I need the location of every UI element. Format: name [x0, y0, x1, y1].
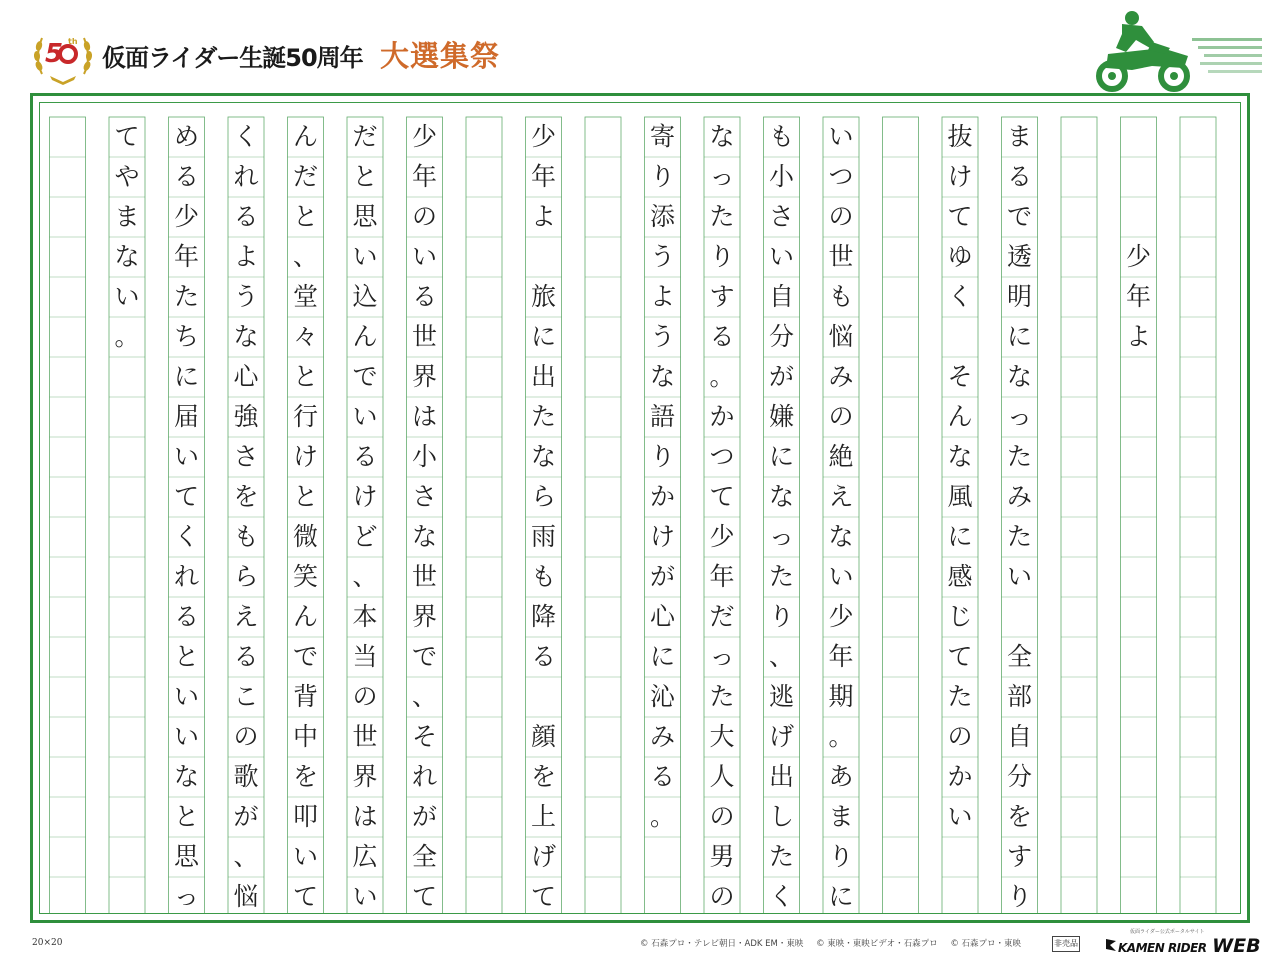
- manuscript-char: り: [709, 242, 735, 271]
- manuscript-char: り: [649, 162, 675, 191]
- manuscript-char: れ: [173, 562, 199, 591]
- manuscript-char: だ: [709, 602, 735, 631]
- manuscript-column: [1180, 117, 1216, 917]
- manuscript-char: い: [173, 722, 199, 751]
- manuscript-char: っ: [709, 162, 735, 191]
- manuscript-char: く: [947, 282, 973, 311]
- manuscript-char: と: [292, 362, 318, 391]
- manuscript-char: り: [768, 602, 794, 631]
- manuscript-char: か: [649, 482, 675, 511]
- manuscript-char: の: [828, 402, 854, 431]
- manuscript-column: [288, 117, 324, 917]
- manuscript-char: っ: [173, 882, 199, 911]
- manuscript-char: に: [768, 442, 794, 471]
- manuscript-column: [347, 117, 383, 917]
- manuscript-char: る: [411, 282, 437, 311]
- manuscript-char: 年: [411, 162, 437, 191]
- manuscript-column: [704, 117, 740, 917]
- manuscript-char: い: [947, 802, 973, 831]
- manuscript-char: 少: [530, 122, 556, 151]
- manuscript-char: に: [947, 522, 973, 551]
- manuscript-char: な: [947, 442, 973, 471]
- manuscript-char: 少: [1125, 242, 1151, 271]
- manuscript-char: ら: [233, 562, 259, 591]
- manuscript-char: 自: [1006, 722, 1032, 751]
- manuscript-char: っ: [1006, 402, 1032, 431]
- manuscript-char: 悩: [233, 882, 259, 911]
- manuscript-char: 絶: [828, 442, 854, 471]
- manuscript-char: 堂: [292, 282, 318, 311]
- kamen-rider-web-logo-icon: [1104, 928, 1261, 960]
- manuscript-char: 旅: [530, 282, 556, 311]
- manuscript-char: い: [352, 242, 378, 271]
- credit-item: © 東映・東映ビデオ・石森プロ: [816, 939, 938, 949]
- manuscript-char: あ: [828, 762, 854, 791]
- manuscript-char: 少: [709, 522, 735, 551]
- manuscript-char: そ: [411, 722, 437, 751]
- manuscript-char: た: [709, 202, 735, 231]
- manuscript-char: を: [1006, 802, 1032, 831]
- manuscript-char: 逃: [768, 682, 794, 711]
- manuscript-char: る: [173, 162, 199, 191]
- manuscript-column: [1121, 117, 1157, 917]
- manuscript-column: [764, 117, 800, 917]
- manuscript-char: て: [947, 642, 973, 671]
- manuscript-char: な: [828, 522, 854, 551]
- manuscript-char: う: [233, 282, 259, 311]
- manuscript-char: は: [411, 402, 437, 431]
- manuscript-char: に: [1006, 322, 1032, 351]
- manuscript-char: 小: [768, 162, 794, 191]
- manuscript-char: 年: [1125, 282, 1151, 311]
- manuscript-char: な: [709, 122, 735, 151]
- manuscript-char: 年: [828, 642, 854, 671]
- manuscript-char: な: [649, 362, 675, 391]
- manuscript-char: 全: [1006, 642, 1032, 671]
- manuscript-char: い: [352, 882, 378, 911]
- manuscript-char: ん: [947, 402, 973, 431]
- manuscript-char: 歌: [233, 762, 259, 791]
- manuscript-char: い: [173, 442, 199, 471]
- manuscript-char: が: [649, 562, 675, 591]
- manuscript-char: て: [709, 482, 735, 511]
- manuscript-char: 界: [411, 362, 437, 391]
- manuscript-char: た: [1006, 442, 1032, 471]
- manuscript-char: 添: [649, 202, 675, 231]
- manuscript-char: ち: [173, 322, 199, 351]
- manuscript-char: な: [114, 242, 140, 271]
- manuscript-char: の: [709, 802, 735, 831]
- manuscript-char: い: [828, 562, 854, 591]
- manuscript-char: え: [828, 482, 854, 511]
- manuscript-char: と: [292, 202, 318, 231]
- manuscript-char: 背: [292, 682, 318, 711]
- manuscript-char: げ: [768, 722, 794, 751]
- manuscript-char: な: [233, 322, 259, 351]
- manuscript-char: り: [1006, 882, 1032, 911]
- manuscript-char: か: [947, 762, 973, 791]
- manuscript-char: じ: [947, 602, 973, 631]
- manuscript-char: う: [649, 322, 675, 351]
- manuscript-char: み: [1006, 482, 1032, 511]
- manuscript-char: る: [352, 442, 378, 471]
- manuscript-char: も: [233, 522, 259, 551]
- manuscript-char: な: [1006, 362, 1032, 391]
- manuscript-char: け: [947, 162, 973, 191]
- manuscript-char: 部: [1006, 682, 1032, 711]
- manuscript-char: 微: [292, 522, 318, 551]
- manuscript-char: [1002, 597, 1038, 637]
- manuscript-char: 叩: [292, 802, 318, 831]
- manuscript-char: で: [411, 642, 437, 671]
- logo-subtitle: 仮面ライダー公式ポータルサイト: [1130, 929, 1205, 935]
- manuscript-char: い: [114, 282, 140, 311]
- credit-item: © 石森プロ・東映: [950, 939, 1022, 949]
- manuscript-char: を: [233, 482, 259, 511]
- manuscript-char: だ: [292, 162, 318, 191]
- manuscript-char: れ: [411, 762, 437, 791]
- page-title: 仮面ライダー生誕50周年: [102, 44, 363, 72]
- manuscript-char: ど: [352, 522, 378, 551]
- manuscript-char: で: [1006, 202, 1032, 231]
- manuscript-char: 寄: [649, 122, 675, 151]
- manuscript-char: け: [292, 442, 318, 471]
- rider-motorcycle-silhouette-icon: [1092, 8, 1262, 96]
- manuscript-char: に: [173, 362, 199, 391]
- manuscript-char: ゆ: [947, 242, 973, 271]
- manuscript-char: 少: [828, 602, 854, 631]
- manuscript-char: 世: [828, 242, 854, 271]
- manuscript-char: る: [1006, 162, 1032, 191]
- manuscript-char: っ: [768, 522, 794, 551]
- logo-kamen-rider: KAMEN RIDER: [1118, 941, 1207, 955]
- manuscript-char: っ: [709, 642, 735, 671]
- manuscript-column: [645, 117, 681, 917]
- manuscript-char: 出: [768, 762, 794, 791]
- manuscript-char: て: [411, 882, 437, 911]
- manuscript-char: そ: [947, 362, 973, 391]
- manuscript-char: い: [411, 242, 437, 271]
- manuscript-char: 少: [173, 202, 199, 231]
- manuscript-column: [466, 117, 502, 917]
- manuscript-char: 、: [233, 842, 259, 871]
- manuscript-char: す: [709, 282, 735, 311]
- manuscript-char: 届: [173, 402, 199, 431]
- manuscript-char: た: [1006, 522, 1032, 551]
- manuscript-char: 当: [352, 642, 378, 671]
- manuscript-char: て: [173, 482, 199, 511]
- manuscript-column: [109, 117, 145, 917]
- manuscript-char: 年: [530, 162, 556, 191]
- manuscript-char: が: [233, 802, 259, 831]
- manuscript-char: の: [947, 722, 973, 751]
- manuscript-char: 。: [709, 362, 735, 391]
- badge-text: th: [68, 37, 78, 46]
- manuscript-char: な: [530, 442, 556, 471]
- manuscript-char: め: [173, 122, 199, 151]
- manuscript-char: 々: [292, 322, 318, 351]
- manuscript-char: さ: [233, 442, 259, 471]
- manuscript-char: 込: [352, 282, 378, 311]
- manuscript-char: い: [352, 402, 378, 431]
- manuscript-char: か: [709, 402, 735, 431]
- manuscript-char: こ: [233, 682, 259, 711]
- manuscript-char: で: [292, 642, 318, 671]
- manuscript-char: と: [173, 642, 199, 671]
- manuscript-char: た: [768, 562, 794, 591]
- manuscript-char: も: [828, 282, 854, 311]
- manuscript-char: の: [828, 202, 854, 231]
- manuscript-char: も: [530, 562, 556, 591]
- manuscript-char: も: [768, 122, 794, 151]
- manuscript-char: 透: [1006, 242, 1032, 271]
- manuscript-char: さ: [768, 202, 794, 231]
- manuscript-char: る: [530, 642, 556, 671]
- manuscript-char: 上: [530, 802, 556, 831]
- manuscript-char: 、: [768, 642, 794, 671]
- manuscript-char: う: [649, 242, 675, 271]
- manuscript-char: て: [114, 122, 140, 151]
- manuscript-char: な: [411, 522, 437, 551]
- manuscript-char: と: [352, 162, 378, 191]
- manuscript-char: ら: [530, 482, 556, 511]
- manuscript-char: よ: [1125, 322, 1151, 351]
- manuscript-char: り: [828, 842, 854, 871]
- manuscript-char: み: [828, 362, 854, 391]
- manuscript-char: 人: [709, 762, 735, 791]
- manuscript-char: に: [530, 322, 556, 351]
- manuscript-char: げ: [530, 842, 556, 871]
- manuscript-char: 抜: [947, 122, 973, 151]
- manuscript-char: よ: [530, 202, 556, 231]
- manuscript-char: 心: [649, 602, 675, 631]
- manuscript-column: [823, 117, 859, 917]
- manuscript-char: る: [233, 202, 259, 231]
- manuscript-char: 笑: [292, 562, 318, 591]
- manuscript-char: 、: [292, 242, 318, 271]
- manuscript-char: な: [173, 762, 199, 791]
- manuscript-char: 分: [768, 322, 794, 351]
- manuscript-char: 感: [947, 562, 973, 591]
- manuscript-grid-lines: [40, 103, 1240, 913]
- manuscript-char: 年: [173, 242, 199, 271]
- manuscript-char: 分: [1006, 762, 1032, 791]
- manuscript-grid-frame: [39, 102, 1241, 914]
- manuscript-char: つ: [709, 442, 735, 471]
- manuscript-column: [942, 117, 978, 917]
- logo-web: WEB: [1212, 935, 1261, 957]
- manuscript-char: い: [1006, 562, 1032, 591]
- manuscript-char: み: [649, 722, 675, 751]
- manuscript-char: た: [768, 842, 794, 871]
- manuscript-char: の: [233, 722, 259, 751]
- manuscript-char: 心: [233, 362, 259, 391]
- manuscript-char: が: [411, 802, 437, 831]
- manuscript-char: 嫌: [768, 402, 794, 431]
- manuscript-char: ん: [352, 322, 378, 351]
- manuscript-char: 思: [352, 202, 378, 231]
- manuscript-char: が: [768, 362, 794, 391]
- manuscript-char: て: [947, 202, 973, 231]
- manuscript-char: を: [530, 762, 556, 791]
- manuscript-char: る: [709, 322, 735, 351]
- manuscript-char: [526, 237, 562, 277]
- manuscript-char: し: [768, 802, 794, 831]
- manuscript-char: る: [173, 602, 199, 631]
- manuscript-char: 行: [292, 402, 318, 431]
- manuscript-char: 明: [1006, 282, 1032, 311]
- manuscript-char: た: [709, 682, 735, 711]
- manuscript-char: 全: [411, 842, 437, 871]
- manuscript-char: え: [233, 602, 259, 631]
- manuscript-char: い: [173, 682, 199, 711]
- manuscript-char: れ: [233, 162, 259, 191]
- manuscript-char: に: [649, 642, 675, 671]
- manuscript-char: 出: [530, 362, 556, 391]
- manuscript-char: 世: [411, 562, 437, 591]
- manuscript-char: 思: [173, 842, 199, 871]
- manuscript-column: [0, 117, 26, 917]
- manuscript-char: 年: [709, 562, 735, 591]
- manuscript-char: 、: [352, 562, 378, 591]
- manuscript-char: 界: [411, 602, 437, 631]
- manuscript-char: る: [233, 642, 259, 671]
- manuscript-char: ん: [292, 122, 318, 151]
- manuscript-column: [883, 117, 919, 917]
- manuscript-char: と: [173, 802, 199, 831]
- manuscript-char: 少: [411, 122, 437, 151]
- 50th-anniversary-badge-icon: [30, 22, 96, 88]
- manuscript-char: 。: [114, 322, 140, 351]
- manuscript-char: 自: [768, 282, 794, 311]
- manuscript-char: た: [947, 682, 973, 711]
- manuscript-char: 世: [411, 322, 437, 351]
- manuscript-char: に: [828, 882, 854, 911]
- manuscript-char: 、: [411, 682, 437, 711]
- manuscript-char: り: [649, 442, 675, 471]
- manuscript-char: 世: [352, 722, 378, 751]
- manuscript-char: 。: [649, 802, 675, 831]
- manuscript-char: 沁: [649, 682, 675, 711]
- manuscript-char: 中: [292, 722, 318, 751]
- manuscript-sheet: [30, 93, 1250, 923]
- manuscript-char: 男: [709, 842, 735, 871]
- manuscript-char: で: [352, 362, 378, 391]
- svg-text:5: 5: [45, 39, 64, 69]
- manuscript-char: け: [649, 522, 675, 551]
- manuscript-char: は: [352, 802, 378, 831]
- credit-item: © 石森プロ・テレビ朝日・ADK EM・東映: [640, 939, 804, 949]
- manuscript-column: [585, 117, 621, 917]
- manuscript-char: 悩: [828, 322, 854, 351]
- manuscript-char: 小: [411, 442, 437, 471]
- manuscript-char: て: [292, 882, 318, 911]
- manuscript-char: 期: [828, 682, 854, 711]
- manuscript-char: ん: [292, 602, 318, 631]
- manuscript-char: な: [768, 482, 794, 511]
- manuscript-char: 降: [530, 602, 556, 631]
- manuscript-char: ま: [828, 802, 854, 831]
- manuscript-char: 雨: [530, 522, 556, 551]
- manuscript-char: を: [292, 762, 318, 791]
- manuscript-column: [169, 117, 205, 917]
- manuscript-char: る: [649, 762, 675, 791]
- not-for-sale-badge: 非売品: [1052, 936, 1080, 952]
- manuscript-char: 。: [828, 722, 854, 751]
- manuscript-char: 本: [352, 602, 378, 631]
- event-title: 大選集祭: [380, 39, 501, 73]
- manuscript-char: の: [411, 202, 437, 231]
- manuscript-char: [526, 677, 562, 717]
- manuscript-char: 界: [352, 762, 378, 791]
- manuscript-char: い: [768, 242, 794, 271]
- manuscript-char: や: [114, 162, 140, 191]
- manuscript-char: [942, 317, 978, 357]
- manuscript-char: ま: [114, 202, 140, 231]
- manuscript-char: た: [173, 282, 199, 311]
- manuscript-char: 顔: [530, 722, 556, 751]
- manuscript-column: [407, 117, 443, 917]
- manuscript-char: 強: [233, 402, 259, 431]
- manuscript-char: つ: [828, 162, 854, 191]
- manuscript-char: よ: [233, 242, 259, 271]
- manuscript-char: く: [173, 522, 199, 551]
- manuscript-char: 風: [947, 482, 973, 511]
- manuscript-char: と: [292, 482, 318, 511]
- copyright-credits: [640, 937, 1060, 949]
- manuscript-char: く: [768, 882, 794, 911]
- manuscript-char: の: [709, 882, 735, 911]
- manuscript-char: く: [233, 122, 259, 151]
- manuscript-char: 広: [352, 842, 378, 871]
- manuscript-column: [1061, 117, 1097, 917]
- grid-size-label: 20×20: [32, 938, 63, 948]
- manuscript-char: た: [530, 402, 556, 431]
- manuscript-column: [50, 117, 86, 917]
- manuscript-char: よ: [649, 282, 675, 311]
- manuscript-char: け: [352, 482, 378, 511]
- manuscript-char: す: [1006, 842, 1032, 871]
- manuscript-char: だ: [352, 122, 378, 151]
- manuscript-char: さ: [411, 482, 437, 511]
- manuscript-char: の: [352, 682, 378, 711]
- manuscript-char: い: [292, 842, 318, 871]
- manuscript-char: い: [828, 122, 854, 151]
- manuscript-column: [228, 117, 264, 917]
- logo-wordmark: [1118, 935, 1261, 957]
- manuscript-char: ま: [1006, 122, 1032, 151]
- page-header: [0, 0, 1280, 92]
- manuscript-char: 語: [649, 402, 675, 431]
- manuscript-column: [1002, 117, 1038, 917]
- manuscript-column: [526, 117, 562, 917]
- manuscript-char: て: [530, 882, 556, 911]
- manuscript-char: 大: [709, 722, 735, 751]
